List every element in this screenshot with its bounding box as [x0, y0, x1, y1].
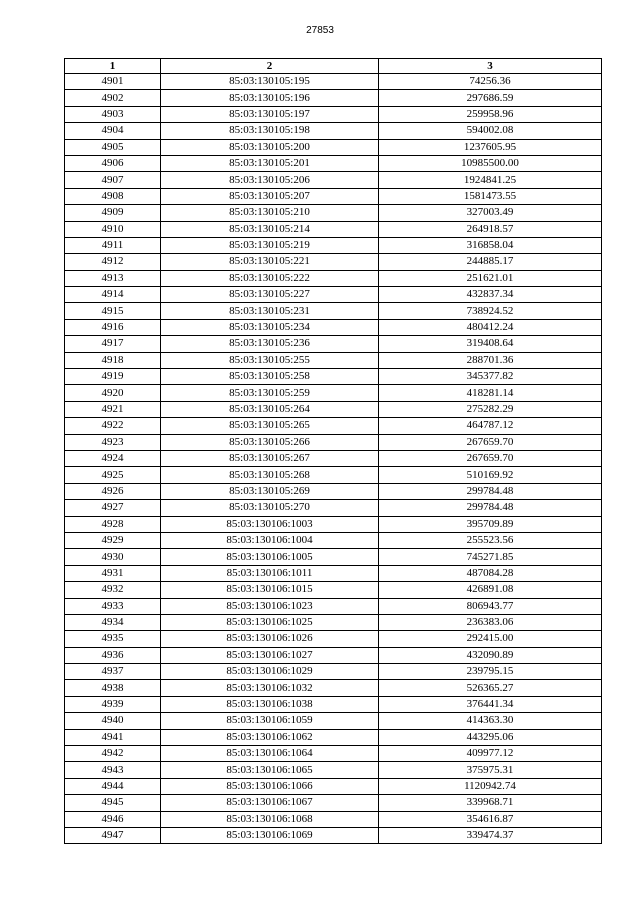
table-cell-col-3: 339968.71	[379, 795, 602, 811]
table-cell-col-3: 354616.87	[379, 811, 602, 827]
table-row	[65, 614, 602, 630]
table-row	[65, 450, 602, 466]
table-row	[65, 237, 602, 253]
table-row	[65, 549, 602, 565]
table-cell-col-1: 4902	[65, 90, 161, 106]
table-cell-col-3: 409977.12	[379, 746, 602, 762]
table-cell-col-2: 85:03:130105:198	[161, 123, 379, 139]
table-cell-col-2: 85:03:130106:1059	[161, 713, 379, 729]
table-cell-col-1: 4911	[65, 237, 161, 253]
table-cell-col-2: 85:03:130105:255	[161, 352, 379, 368]
table-cell-col-2: 85:03:130105:268	[161, 467, 379, 483]
table-cell-col-1: 4913	[65, 270, 161, 286]
table-cell-col-1: 4938	[65, 680, 161, 696]
table-cell-col-1: 4934	[65, 614, 161, 630]
table-cell-col-3: 244885.17	[379, 254, 602, 270]
table-cell-col-3: 327003.49	[379, 205, 602, 221]
table-cell-col-2: 85:03:130105:231	[161, 303, 379, 319]
table-cell-col-1: 4932	[65, 582, 161, 598]
table-cell-col-3: 1120942.74	[379, 778, 602, 794]
table-cell-col-3: 259958.96	[379, 106, 602, 122]
table-cell-col-1: 4914	[65, 287, 161, 303]
table-cell-col-2: 85:03:130106:1011	[161, 565, 379, 581]
page-number: 27853	[306, 25, 334, 36]
table-cell-col-1: 4927	[65, 500, 161, 516]
table-cell-col-3: 806943.77	[379, 598, 602, 614]
table-cell-col-1: 4935	[65, 631, 161, 647]
table-row	[65, 664, 602, 680]
table-cell-col-3: 299784.48	[379, 500, 602, 516]
table-row	[65, 516, 602, 532]
table-cell-col-1: 4915	[65, 303, 161, 319]
table-cell-col-2: 85:03:130106:1069	[161, 827, 379, 843]
table-cell-col-2: 85:03:130105:197	[161, 106, 379, 122]
table-row	[65, 483, 602, 499]
table-cell-col-2: 85:03:130106:1026	[161, 631, 379, 647]
table-cell-col-2: 85:03:130105:269	[161, 483, 379, 499]
table-cell-col-1: 4907	[65, 172, 161, 188]
table-row	[65, 205, 602, 221]
data-table	[64, 58, 602, 844]
table-cell-col-1: 4901	[65, 74, 161, 90]
table-cell-col-2: 85:03:130105:221	[161, 254, 379, 270]
table-row	[65, 221, 602, 237]
table-cell-col-3: 339474.37	[379, 827, 602, 843]
table-cell-col-3: 487084.28	[379, 565, 602, 581]
table-cell-col-2: 85:03:130106:1062	[161, 729, 379, 745]
table-row	[65, 778, 602, 794]
table-cell-col-2: 85:03:130106:1025	[161, 614, 379, 630]
table-cell-col-3: 236383.06	[379, 614, 602, 630]
table-row	[65, 155, 602, 171]
table-row	[65, 188, 602, 204]
table-cell-col-2: 85:03:130105:210	[161, 205, 379, 221]
table-row	[65, 532, 602, 548]
table-cell-col-3: 432090.89	[379, 647, 602, 663]
table-cell-col-2: 85:03:130106:1066	[161, 778, 379, 794]
table-cell-col-2: 85:03:130106:1015	[161, 582, 379, 598]
table-cell-col-1: 4944	[65, 778, 161, 794]
table-header	[65, 59, 602, 74]
table-cell-col-1: 4942	[65, 746, 161, 762]
table-row	[65, 746, 602, 762]
table-cell-col-1: 4917	[65, 336, 161, 352]
table-row	[65, 90, 602, 106]
table-cell-col-1: 4923	[65, 434, 161, 450]
table-cell-col-1: 4906	[65, 155, 161, 171]
table-cell-col-1: 4922	[65, 418, 161, 434]
table-cell-col-3: 510169.92	[379, 467, 602, 483]
table-cell-col-1: 4936	[65, 647, 161, 663]
table-row	[65, 270, 602, 286]
table-cell-col-2: 85:03:130106:1023	[161, 598, 379, 614]
table-cell-col-3: 275282.29	[379, 401, 602, 417]
table-row	[65, 762, 602, 778]
table-row	[65, 74, 602, 90]
table-cell-col-2: 85:03:130106:1003	[161, 516, 379, 532]
table-cell-col-3: 255523.56	[379, 532, 602, 548]
table-cell-col-3: 74256.36	[379, 74, 602, 90]
table-cell-col-3: 288701.36	[379, 352, 602, 368]
table-cell-col-3: 480412.24	[379, 319, 602, 335]
table-cell-col-2: 85:03:130105:195	[161, 74, 379, 90]
table-row	[65, 467, 602, 483]
table-row	[65, 287, 602, 303]
table-row	[65, 795, 602, 811]
table-cell-col-1: 4904	[65, 123, 161, 139]
table-cell-col-2: 85:03:130105:266	[161, 434, 379, 450]
column-header-1: 1	[65, 59, 161, 74]
table-cell-col-2: 85:03:130105:219	[161, 237, 379, 253]
table-cell-col-2: 85:03:130105:196	[161, 90, 379, 106]
table-cell-col-3: 297686.59	[379, 90, 602, 106]
table-cell-col-1: 4940	[65, 713, 161, 729]
table-cell-col-2: 85:03:130106:1064	[161, 746, 379, 762]
table-cell-col-1: 4905	[65, 139, 161, 155]
table-cell-col-3: 292415.00	[379, 631, 602, 647]
table-cell-col-1: 4946	[65, 811, 161, 827]
table-row	[65, 139, 602, 155]
table-cell-col-3: 594002.08	[379, 123, 602, 139]
table-cell-col-1: 4910	[65, 221, 161, 237]
table-cell-col-1: 4921	[65, 401, 161, 417]
table-cell-col-2: 85:03:130106:1005	[161, 549, 379, 565]
table-row	[65, 106, 602, 122]
column-header-2: 2	[161, 59, 379, 74]
table-cell-col-1: 4939	[65, 696, 161, 712]
table-row	[65, 500, 602, 516]
table-cell-col-1: 4941	[65, 729, 161, 745]
table-cell-col-1: 4943	[65, 762, 161, 778]
table-cell-col-1: 4925	[65, 467, 161, 483]
table-cell-col-3: 299784.48	[379, 483, 602, 499]
table-cell-col-2: 85:03:130105:214	[161, 221, 379, 237]
table-cell-col-2: 85:03:130105:222	[161, 270, 379, 286]
table-cell-col-2: 85:03:130106:1004	[161, 532, 379, 548]
table-cell-col-1: 4920	[65, 385, 161, 401]
table-row	[65, 401, 602, 417]
table-cell-col-3: 745271.85	[379, 549, 602, 565]
table-cell-col-1: 4928	[65, 516, 161, 532]
table-row	[65, 696, 602, 712]
table-cell-col-3: 395709.89	[379, 516, 602, 532]
table-cell-col-3: 267659.70	[379, 434, 602, 450]
table-cell-col-1: 4909	[65, 205, 161, 221]
table-cell-col-1: 4929	[65, 532, 161, 548]
table-row	[65, 811, 602, 827]
table-cell-col-1: 4903	[65, 106, 161, 122]
table-cell-col-2: 85:03:130106:1068	[161, 811, 379, 827]
table-row	[65, 827, 602, 843]
table-cell-col-3: 10985500.00	[379, 155, 602, 171]
table-cell-col-3: 464787.12	[379, 418, 602, 434]
table-cell-col-1: 4947	[65, 827, 161, 843]
table-cell-col-2: 85:03:130106:1065	[161, 762, 379, 778]
table-row	[65, 172, 602, 188]
table-cell-col-3: 316858.04	[379, 237, 602, 253]
table-cell-col-3: 418281.14	[379, 385, 602, 401]
table-cell-col-3: 738924.52	[379, 303, 602, 319]
table-cell-col-3: 267659.70	[379, 450, 602, 466]
table-row	[65, 713, 602, 729]
table-cell-col-1: 4912	[65, 254, 161, 270]
table-row	[65, 369, 602, 385]
table-cell-col-3: 1924841.25	[379, 172, 602, 188]
table-cell-col-1: 4919	[65, 369, 161, 385]
table-row	[65, 434, 602, 450]
table-cell-col-2: 85:03:130105:236	[161, 336, 379, 352]
table-row	[65, 729, 602, 745]
table-row	[65, 598, 602, 614]
table-row	[65, 319, 602, 335]
table-cell-col-3: 1581473.55	[379, 188, 602, 204]
table-cell-col-3: 414363.30	[379, 713, 602, 729]
table-cell-col-3: 264918.57	[379, 221, 602, 237]
table-row	[65, 123, 602, 139]
table-cell-col-2: 85:03:130105:201	[161, 155, 379, 171]
table-row	[65, 254, 602, 270]
table-cell-col-1: 4933	[65, 598, 161, 614]
table-row	[65, 303, 602, 319]
table-cell-col-2: 85:03:130105:200	[161, 139, 379, 155]
table-cell-col-3: 251621.01	[379, 270, 602, 286]
table-cell-col-3: 526365.27	[379, 680, 602, 696]
table-row	[65, 336, 602, 352]
table-cell-col-2: 85:03:130105:265	[161, 418, 379, 434]
table-cell-col-3: 432837.34	[379, 287, 602, 303]
table-cell-col-3: 375975.31	[379, 762, 602, 778]
table-cell-col-2: 85:03:130105:206	[161, 172, 379, 188]
table-cell-col-3: 426891.08	[379, 582, 602, 598]
table-cell-col-1: 4916	[65, 319, 161, 335]
table-cell-col-2: 85:03:130106:1067	[161, 795, 379, 811]
column-header-3: 3	[379, 59, 602, 74]
table-cell-col-2: 85:03:130106:1038	[161, 696, 379, 712]
table-cell-col-3: 239795.15	[379, 664, 602, 680]
table-cell-col-1: 4918	[65, 352, 161, 368]
table-cell-col-2: 85:03:130105:264	[161, 401, 379, 417]
table-cell-col-3: 345377.82	[379, 369, 602, 385]
table-body	[65, 74, 602, 844]
table-cell-col-3: 443295.06	[379, 729, 602, 745]
table-cell-col-3: 319408.64	[379, 336, 602, 352]
table-cell-col-2: 85:03:130106:1027	[161, 647, 379, 663]
table-row	[65, 385, 602, 401]
table-cell-col-1: 4924	[65, 450, 161, 466]
table-row	[65, 631, 602, 647]
table-row	[65, 352, 602, 368]
table-cell-col-2: 85:03:130106:1029	[161, 664, 379, 680]
table-row	[65, 565, 602, 581]
table-row	[65, 582, 602, 598]
table-cell-col-1: 4908	[65, 188, 161, 204]
table-row	[65, 647, 602, 663]
table-cell-col-1: 4945	[65, 795, 161, 811]
table-cell-col-3: 1237605.95	[379, 139, 602, 155]
table-cell-col-2: 85:03:130105:267	[161, 450, 379, 466]
table-cell-col-1: 4926	[65, 483, 161, 499]
header-row	[65, 59, 602, 74]
table-cell-col-2: 85:03:130105:227	[161, 287, 379, 303]
table-cell-col-2: 85:03:130106:1032	[161, 680, 379, 696]
table-cell-col-2: 85:03:130105:258	[161, 369, 379, 385]
table-cell-col-1: 4937	[65, 664, 161, 680]
table-cell-col-1: 4930	[65, 549, 161, 565]
table-cell-col-2: 85:03:130105:207	[161, 188, 379, 204]
table-cell-col-2: 85:03:130105:234	[161, 319, 379, 335]
table-cell-col-3: 376441.34	[379, 696, 602, 712]
table-row	[65, 418, 602, 434]
table-cell-col-2: 85:03:130105:259	[161, 385, 379, 401]
table-row	[65, 680, 602, 696]
table-cell-col-2: 85:03:130105:270	[161, 500, 379, 516]
table-cell-col-1: 4931	[65, 565, 161, 581]
